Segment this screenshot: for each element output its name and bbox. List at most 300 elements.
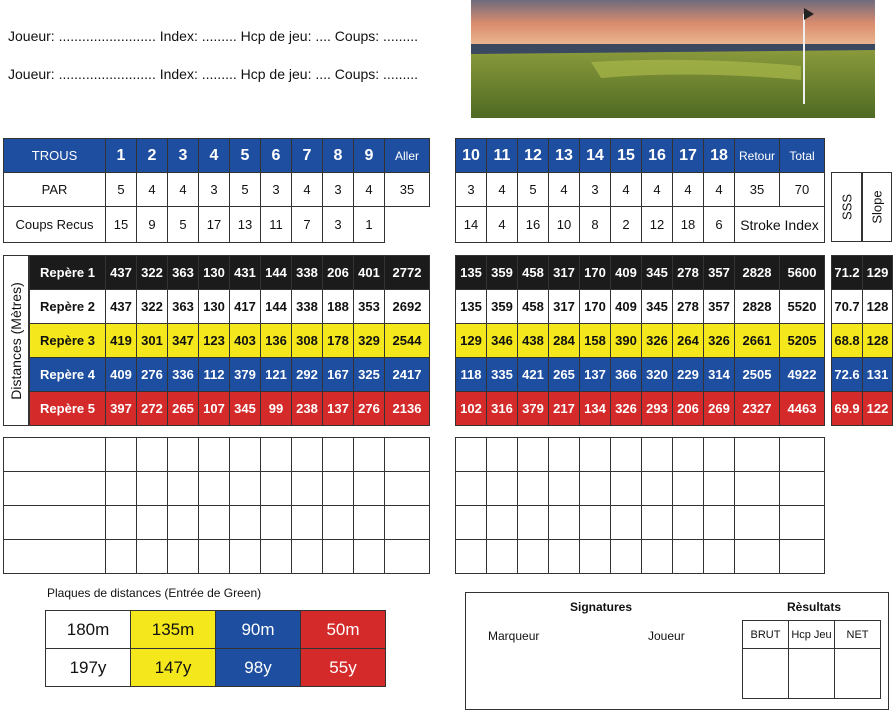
score-cell[interactable]: [780, 438, 825, 472]
tee-distance-cell: 409: [611, 256, 642, 290]
tee-distance-cell: 206: [323, 256, 354, 290]
score-row[interactable]: [4, 438, 430, 472]
score-cell[interactable]: [261, 506, 292, 540]
tee-distance-cell: 301: [137, 324, 168, 358]
score-cell[interactable]: [735, 506, 780, 540]
tee-distance-cell: 366: [611, 358, 642, 392]
plate-meters-white: 180m: [46, 611, 131, 649]
score-cell[interactable]: [137, 540, 168, 574]
score-cell[interactable]: [168, 540, 199, 574]
stroke-index-label: Stroke Index: [735, 207, 825, 243]
tee-slope: 128: [863, 324, 893, 358]
score-cell[interactable]: [611, 472, 642, 506]
tee-slope: 129: [863, 256, 893, 290]
signatures-title: Signatures: [570, 600, 633, 614]
slope-label: Slope: [869, 190, 885, 224]
par-cell: 4: [168, 173, 199, 207]
score-cell[interactable]: [580, 472, 611, 506]
hole-2-header: 2: [137, 139, 168, 173]
par-cell: 4: [137, 173, 168, 207]
score-cell[interactable]: [230, 438, 261, 472]
tee-distance-cell: 269: [704, 392, 735, 426]
tee-distance-cell: 431: [230, 256, 261, 290]
tee-name: Repère 1: [30, 256, 106, 290]
par-cell: 5: [106, 173, 137, 207]
tee-distance-cell: 265: [549, 358, 580, 392]
tee-distance-cell: 265: [168, 392, 199, 426]
tee-distance-cell: 170: [580, 290, 611, 324]
tee-distance-cell: 325: [354, 358, 385, 392]
stroke-index-cell: 1: [354, 207, 385, 243]
score-cell[interactable]: [642, 506, 673, 540]
score-cell[interactable]: [385, 540, 430, 574]
tee-total-cell: 2327: [735, 392, 780, 426]
score-cell[interactable]: [518, 506, 549, 540]
score-cell[interactable]: [292, 472, 323, 506]
tee-distance-cell: 317: [549, 256, 580, 290]
tee-distance-cell: 357: [704, 290, 735, 324]
score-cell[interactable]: [168, 506, 199, 540]
hole-9-header: 9: [354, 139, 385, 173]
score-cell[interactable]: [354, 506, 385, 540]
tee-total-cell: 4463: [780, 392, 825, 426]
score-cell[interactable]: [106, 472, 137, 506]
tee-total-cell: 5600: [780, 256, 825, 290]
score-cell[interactable]: [137, 472, 168, 506]
score-cell[interactable]: [642, 540, 673, 574]
score-cell[interactable]: [199, 438, 230, 472]
tee-name: Repère 5: [30, 392, 106, 426]
score-cell[interactable]: [168, 472, 199, 506]
tee-distance-cell: 137: [323, 392, 354, 426]
results-title: Rèsultats: [787, 600, 842, 614]
tee-distance-cell: 112: [199, 358, 230, 392]
tee-distance-cell: 293: [642, 392, 673, 426]
tee-distance-cell: 130: [199, 290, 230, 324]
ratings-table: [831, 255, 893, 426]
stroke-index-cell: 12: [642, 207, 673, 243]
playing-hcp-header: Hcp Jeu: [789, 621, 835, 649]
score-row[interactable]: [4, 506, 430, 540]
stroke-index-cell: 18: [673, 207, 704, 243]
strokes-label: Coups Recus: [4, 207, 106, 243]
score-cell[interactable]: [4, 472, 106, 506]
score-cell[interactable]: [549, 506, 580, 540]
score-cell[interactable]: [673, 472, 704, 506]
score-cell[interactable]: [456, 506, 487, 540]
score-cell[interactable]: [292, 540, 323, 574]
score-row[interactable]: [456, 540, 825, 574]
score-cell[interactable]: [292, 438, 323, 472]
tee-out-total: 2692: [385, 290, 430, 324]
stroke-index-cell: 8: [580, 207, 611, 243]
score-cell[interactable]: [4, 506, 106, 540]
plate-yards-white: 197y: [46, 649, 131, 687]
tee-total-cell: 4922: [780, 358, 825, 392]
tee-distance-cell: 397: [106, 392, 137, 426]
tee-row-back: [456, 358, 825, 392]
hole-18-header: 18: [704, 139, 735, 173]
tee-slope: 128: [863, 290, 893, 324]
par-cell: 4: [704, 173, 735, 207]
front-score-grid[interactable]: [3, 437, 430, 574]
tee-rating-row: [832, 290, 893, 324]
score-cell[interactable]: [487, 506, 518, 540]
tee-distance-cell: 118: [456, 358, 487, 392]
hole-4-header: 4: [199, 139, 230, 173]
tee-distance-cell: 276: [137, 358, 168, 392]
stroke-index-cell: 6: [704, 207, 735, 243]
tee-distance-cell: 409: [106, 358, 137, 392]
tee-distance-cell: 322: [137, 256, 168, 290]
tee-total-cell: 2828: [735, 290, 780, 324]
score-cell[interactable]: [780, 506, 825, 540]
tee-distance-cell: 458: [518, 256, 549, 290]
plate-yards-red: 55y: [301, 649, 386, 687]
tee-distance-cell: 107: [199, 392, 230, 426]
tee-distance-cell: 363: [168, 256, 199, 290]
hole-3-header: 3: [168, 139, 199, 173]
tee-distance-cell: 458: [518, 290, 549, 324]
score-cell[interactable]: [735, 540, 780, 574]
tee-distance-cell: 276: [354, 392, 385, 426]
tee-distance-cell: 217: [549, 392, 580, 426]
tee-distance-cell: 326: [611, 392, 642, 426]
net-input[interactable]: [835, 649, 881, 699]
distances-label-box: [3, 255, 29, 426]
tee-distance-cell: 379: [518, 392, 549, 426]
par-cell: 4: [673, 173, 704, 207]
tee-rating-row: [832, 256, 893, 290]
tee-distance-cell: 170: [580, 256, 611, 290]
tee-distance-cell: 144: [261, 256, 292, 290]
score-cell[interactable]: [456, 472, 487, 506]
back-nine-table: [455, 138, 825, 243]
tee-distance-cell: 308: [292, 324, 323, 358]
tee-name: Repère 4: [30, 358, 106, 392]
tee-distance-cell: 292: [292, 358, 323, 392]
score-cell[interactable]: [704, 506, 735, 540]
score-cell[interactable]: [261, 540, 292, 574]
tee-distance-cell: 390: [611, 324, 642, 358]
score-cell[interactable]: [106, 506, 137, 540]
score-cell[interactable]: [168, 438, 199, 472]
tee-distance-cell: 401: [354, 256, 385, 290]
score-cell[interactable]: [642, 472, 673, 506]
tee-distance-cell: 130: [199, 256, 230, 290]
tee-name: Repère 3: [30, 324, 106, 358]
stroke-index-cell: 17: [199, 207, 230, 243]
tee-distance-cell: 338: [292, 290, 323, 324]
score-cell[interactable]: [673, 540, 704, 574]
hole-12-header: 12: [518, 139, 549, 173]
par-cell: 3: [323, 173, 354, 207]
tee-distance-cell: 326: [704, 324, 735, 358]
tee-distance-cell: 336: [168, 358, 199, 392]
tee-row-back: [456, 324, 825, 358]
tee-distance-cell: 238: [292, 392, 323, 426]
tee-distance-cell: 316: [487, 392, 518, 426]
score-cell[interactable]: [137, 438, 168, 472]
tee-distance-cell: 314: [704, 358, 735, 392]
tee-distance-cell: 379: [230, 358, 261, 392]
tee-distance-cell: 229: [673, 358, 704, 392]
tee-rating-row: [832, 324, 893, 358]
score-cell[interactable]: [385, 506, 430, 540]
tee-distance-cell: 102: [456, 392, 487, 426]
total-header: Total: [780, 139, 825, 173]
hole-6-header: 6: [261, 139, 292, 173]
score-cell[interactable]: [4, 438, 106, 472]
score-cell[interactable]: [735, 472, 780, 506]
par-cell: 4: [354, 173, 385, 207]
score-cell[interactable]: [199, 540, 230, 574]
plates-title: Plaques de distances (Entrée de Green): [47, 586, 262, 600]
tee-distance-cell: 417: [230, 290, 261, 324]
score-cell[interactable]: [261, 472, 292, 506]
player-signature-label[interactable]: Joueur: [648, 629, 685, 643]
tee-out-total: 2772: [385, 256, 430, 290]
tee-distance-cell: 123: [199, 324, 230, 358]
player-line-2[interactable]: Joueur: ......................... Index: ......... Hcp de jeu: .... Coups: .........: [8, 66, 419, 82]
tee-distance-cell: 409: [611, 290, 642, 324]
stroke-index-cell: 13: [230, 207, 261, 243]
tee-row-front: [30, 290, 430, 324]
tee-distance-cell: 158: [580, 324, 611, 358]
score-cell[interactable]: [323, 472, 354, 506]
score-cell[interactable]: [673, 438, 704, 472]
tee-distance-cell: 335: [487, 358, 518, 392]
front-nine-table: [3, 138, 430, 243]
score-cell[interactable]: [354, 472, 385, 506]
tee-slope: 122: [863, 392, 893, 426]
sss-label: SSS: [839, 193, 854, 221]
tee-distance-cell: 99: [261, 392, 292, 426]
score-cell[interactable]: [549, 472, 580, 506]
score-cell[interactable]: [704, 540, 735, 574]
gross-input[interactable]: [743, 649, 789, 699]
par-cell: 3: [261, 173, 292, 207]
tee-distance-cell: 188: [323, 290, 354, 324]
hole-17-header: 17: [673, 139, 704, 173]
score-cell[interactable]: [704, 438, 735, 472]
score-cell[interactable]: [199, 472, 230, 506]
tee-total-cell: 2661: [735, 324, 780, 358]
score-cell[interactable]: [106, 438, 137, 472]
score-cell[interactable]: [261, 438, 292, 472]
score-cell[interactable]: [487, 540, 518, 574]
distances-label: Distances (Mètres): [8, 281, 24, 400]
stroke-index-cell: 10: [549, 207, 580, 243]
hole-7-header: 7: [292, 139, 323, 173]
tee-distance-cell: 363: [168, 290, 199, 324]
sss-header: [831, 172, 862, 242]
tee-rating-row: [832, 358, 893, 392]
slope-header: [862, 172, 892, 242]
score-cell[interactable]: [780, 540, 825, 574]
score-cell[interactable]: [385, 438, 430, 472]
tee-distance-cell: 121: [261, 358, 292, 392]
hole-16-header: 16: [642, 139, 673, 173]
score-cell[interactable]: [518, 540, 549, 574]
hole-1-header: 1: [106, 139, 137, 173]
score-cell[interactable]: [580, 438, 611, 472]
score-cell[interactable]: [518, 438, 549, 472]
par-cell: 5: [518, 173, 549, 207]
score-cell[interactable]: [137, 506, 168, 540]
tee-distance-cell: 437: [106, 290, 137, 324]
player-line-1[interactable]: Joueur: ......................... Index: ......... Hcp de jeu: .... Coups: .........: [8, 28, 419, 44]
tee-distance-cell: 206: [673, 392, 704, 426]
tee-distance-cell: 359: [487, 256, 518, 290]
plate-meters-blue: 90m: [216, 611, 301, 649]
tee-distance-cell: 346: [487, 324, 518, 358]
score-cell[interactable]: [487, 472, 518, 506]
score-cell[interactable]: [385, 472, 430, 506]
par-cell: 5: [230, 173, 261, 207]
tee-distance-cell: 357: [704, 256, 735, 290]
tee-name: Repère 2: [30, 290, 106, 324]
score-row[interactable]: [456, 438, 825, 472]
tee-distance-cell: 167: [323, 358, 354, 392]
score-cell[interactable]: [230, 506, 261, 540]
distance-plates-table: [45, 610, 386, 687]
results-table[interactable]: [742, 620, 881, 699]
tee-sss: 68.8: [832, 324, 863, 358]
tee-distance-cell: 320: [642, 358, 673, 392]
tee-distance-cell: 178: [323, 324, 354, 358]
net-header: NET: [835, 621, 881, 649]
tee-total-cell: 5520: [780, 290, 825, 324]
score-cell[interactable]: [354, 540, 385, 574]
score-cell[interactable]: [549, 540, 580, 574]
score-cell[interactable]: [456, 540, 487, 574]
par-cell: 4: [487, 173, 518, 207]
tee-out-total: 2417: [385, 358, 430, 392]
tee-distance-cell: 284: [549, 324, 580, 358]
stroke-index-cell: 4: [487, 207, 518, 243]
score-cell[interactable]: [4, 540, 106, 574]
score-cell[interactable]: [106, 540, 137, 574]
score-cell[interactable]: [611, 540, 642, 574]
tee-distance-cell: 317: [549, 290, 580, 324]
par-out-total: 35: [385, 173, 430, 207]
stroke-index-cell: 16: [518, 207, 549, 243]
tee-row-back: [456, 392, 825, 426]
stroke-index-cell: 3: [323, 207, 354, 243]
stroke-empty-cell: [385, 207, 430, 243]
score-cell[interactable]: [323, 506, 354, 540]
tee-distance-cell: 353: [354, 290, 385, 324]
tee-distance-cell: 135: [456, 256, 487, 290]
hole-5-header: 5: [230, 139, 261, 173]
tee-distance-cell: 326: [642, 324, 673, 358]
tee-distance-cell: 403: [230, 324, 261, 358]
score-cell[interactable]: [735, 438, 780, 472]
score-row[interactable]: [456, 472, 825, 506]
score-cell[interactable]: [704, 472, 735, 506]
plate-yards-blue: 98y: [216, 649, 301, 687]
score-cell[interactable]: [518, 472, 549, 506]
par-cell: 4: [642, 173, 673, 207]
par-cell: 3: [199, 173, 230, 207]
score-cell[interactable]: [456, 438, 487, 472]
tee-row-front: [30, 324, 430, 358]
in-header: Retour: [735, 139, 780, 173]
hole-13-header: 13: [549, 139, 580, 173]
score-cell[interactable]: [580, 506, 611, 540]
score-cell[interactable]: [292, 506, 323, 540]
par-cell: 4: [611, 173, 642, 207]
back-score-grid[interactable]: [455, 437, 825, 574]
score-cell[interactable]: [580, 540, 611, 574]
tee-distance-cell: 278: [673, 256, 704, 290]
tee-distance-cell: 144: [261, 290, 292, 324]
tee-out-total: 2136: [385, 392, 430, 426]
hole-10-header: 10: [456, 139, 487, 173]
score-cell[interactable]: [199, 506, 230, 540]
tee-sss: 71.2: [832, 256, 863, 290]
tee-row-back: [456, 256, 825, 290]
par-in-total: 35: [735, 173, 780, 207]
tee-distance-cell: 419: [106, 324, 137, 358]
score-cell[interactable]: [611, 506, 642, 540]
plate-yards-yellow: 147y: [131, 649, 216, 687]
score-row[interactable]: [4, 472, 430, 506]
tee-distance-cell: 272: [137, 392, 168, 426]
hole-14-header: 14: [580, 139, 611, 173]
par-grand-total: 70: [780, 173, 825, 207]
tee-total-cell: 5205: [780, 324, 825, 358]
score-row[interactable]: [456, 506, 825, 540]
course-photo: [471, 0, 875, 118]
par-cell: 3: [580, 173, 611, 207]
score-cell[interactable]: [549, 438, 580, 472]
score-row[interactable]: [4, 540, 430, 574]
score-cell[interactable]: [230, 540, 261, 574]
tee-sss: 72.6: [832, 358, 863, 392]
tee-distance-cell: 129: [456, 324, 487, 358]
stroke-index-cell: 15: [106, 207, 137, 243]
marker-signature-label[interactable]: Marqueur: [488, 629, 540, 643]
stroke-index-cell: 14: [456, 207, 487, 243]
plate-meters-yellow: 135m: [131, 611, 216, 649]
score-cell[interactable]: [642, 438, 673, 472]
score-cell[interactable]: [673, 506, 704, 540]
hole-8-header: 8: [323, 139, 354, 173]
tee-distance-cell: 135: [456, 290, 487, 324]
score-cell[interactable]: [611, 438, 642, 472]
score-cell[interactable]: [780, 472, 825, 506]
playing-hcp-input[interactable]: [789, 649, 835, 699]
score-cell[interactable]: [323, 438, 354, 472]
stroke-index-cell: 7: [292, 207, 323, 243]
tee-sss: 70.7: [832, 290, 863, 324]
score-cell[interactable]: [323, 540, 354, 574]
plate-meters-red: 50m: [301, 611, 386, 649]
score-cell[interactable]: [487, 438, 518, 472]
tee-distance-cell: 347: [168, 324, 199, 358]
tee-distance-cell: 264: [673, 324, 704, 358]
front-distances-table: [29, 255, 430, 426]
tee-distance-cell: 345: [230, 392, 261, 426]
hole-15-header: 15: [611, 139, 642, 173]
score-cell[interactable]: [354, 438, 385, 472]
tee-row-front: [30, 256, 430, 290]
score-cell[interactable]: [230, 472, 261, 506]
out-header: Aller: [385, 139, 430, 173]
holes-label: TROUS: [4, 139, 106, 173]
